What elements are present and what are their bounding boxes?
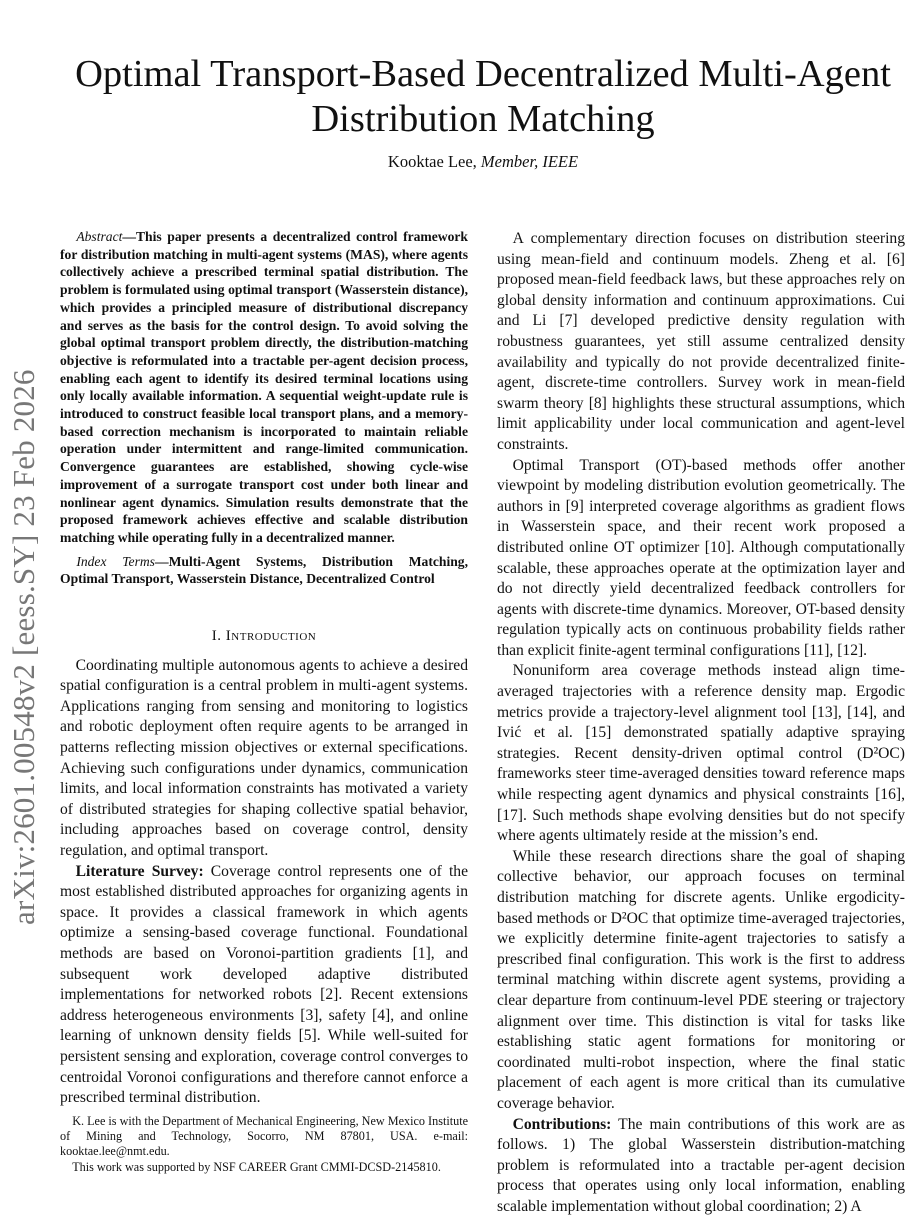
contributions-text: The main contributions of this work are as follows. 1) The global Wasserstein distribution-matching problem is reformulated into a tractable per-agent decision process that operates using only local information, enabling scalable implementation without global coordination; 2) A (497, 1115, 905, 1215)
author-line (60, 152, 906, 172)
literature-survey-label: Literature Survey: (75, 862, 204, 880)
abstract (60, 228, 468, 547)
section-title: Introduction (225, 628, 317, 645)
footnote-funding: This work was supported by NSF CAREER Grant CMMI-DCSD-2145810. (72, 1159, 441, 1174)
literature-survey-text: Coverage control represents one of the most established distributed approaches for organizing agents in space. It provides a classical framework in which agents optimize a sensing-based coverage functional. Foundational methods are based on Voronoi-partition gradients [1], and subsequent work developed adaptive distributed implementations for networked robots [2]. Recent extensions address heterogeneous environments [3], safety [4], and online learning of unknown density fields [5]. While well-suited for persistent sensing and exploration, coverage control converges to centroidal Voronoi configurations and therefore cannot enforce a prescribed terminal distribution. (60, 862, 468, 1107)
contributions-paragraph (497, 1115, 905, 1218)
literature-survey-paragraph (60, 862, 468, 1109)
arxiv-identifier: arXiv:2601.00548v2 [eess.SY] 23 Feb 2026 (6, 369, 41, 925)
paragraph-terminal-matching: While these research directions share the goal of shaping collective behavior, our approach focuses on terminal distribution matching for discrete agents. Unlike ergodicity-based methods or D²OC that optimize time-averaged trajectories, we explicitly determine finite-agent trajectories to satisfy a prescribed final configuration. This work is the first to address terminal matching within discrete agent systems, providing a clear departure from continuum-level PDE steering or trajectory alignment over time. This distinction is vital for tasks like establishing static agent formations for monitoring or coordinated multi-robot inspection, where the final static placement of each agent is more critical than its cumulative coverage behavior. (497, 847, 905, 1112)
author-role: Member, IEEE (480, 152, 579, 171)
abstract-label: Abstract (76, 229, 123, 244)
footnotes (60, 1114, 468, 1175)
index-terms (60, 553, 468, 588)
paragraph-mean-field: A complementary direction focuses on distribution steering using mean-field and continuum models. Zheng et al. [6] proposed mean-field feedback laws, but these approaches rely on global density information and continuum approximations. Cui and Li [7] developed predictive density regulation with robustness guarantees, yet still assume centralized density availability and typically do not provide decentralized finite-agent, discrete-time controllers. Survey work in mean-field swarm theory [8] highlights these structural assumptions, which limit applicability under local communication and agent-level constraints. (497, 230, 905, 453)
index-terms-label: Index Terms (76, 553, 155, 569)
section-number: I. (211, 628, 226, 645)
author-name: Kooktae Lee, (387, 152, 481, 171)
left-column (60, 228, 468, 1109)
intro-paragraph: Coordinating multiple autonomous agents to achieve a desired spatial configuration is a central problem in multi-agent systems. Applications ranging from sensing and monitoring to logistics and robotic deployment often require agents to be arranged in patterns reflecting mission objectives or external specifications. Achieving such configurations under dynamics, communication limits, and local information constraints has motivated a variety of distributed strategies for shaping collective spatial behavior, including approaches based on coverage control, density regulation, and optimal transport. (60, 656, 468, 859)
section-heading (60, 626, 468, 647)
index-terms-text: —Multi-Agent Systems, Distribution Matching, Optimal Transport, Wasserstein Distance, Decentralized Control (60, 553, 468, 587)
footnote-affiliation: K. Lee is with the Department of Mechanical Engineering, New Mexico Institute of Mining and Technology, Socorro, NM 87801, USA. e-mail: kooktae.lee@nmt.edu. (60, 1114, 468, 1159)
right-column (497, 229, 905, 1218)
contributions-label: Contributions: (512, 1115, 612, 1133)
paragraph-nonuniform-coverage: Nonuniform area coverage methods instead align time-averaged trajectories with a reference density map. Ergodic metrics provide a trajectory-level alignment tool [13], [14], and Ivić et al. [15] demonstrated spatially adaptive spraying strategies. Recent density-driven optimal control (D²OC) frameworks steer time-averaged densities toward reference maps while respecting agent dynamics and physical constraints [16], [17]. Such methods shape evolving densities but do not specify where agents ultimately reside at the mission’s end. (497, 662, 905, 845)
paragraph-optimal-transport: Optimal Transport (OT)-based methods offer another viewpoint by modeling distribution evolution geometrically. The authors in [9] interpreted coverage algorithms as gradient flows in Wasserstein space, and their recent work proposed a distributed online OT optimizer [10]. Although computationally scalable, these approaches operate at the optimization layer and do not directly yield decentralized feedback controllers for agents with discrete-time dynamics. Moreover, OT-based density regulation typically acts on continuous probability fields rather than explicit finite-agent terminal configurations [11], [12]. (497, 456, 905, 659)
abstract-text: —This paper presents a decentralized control framework for distribution matching in multi-agent systems (MAS), where agents collectively achieve a prescribed terminal spatial distribution. The problem is formulated using optimal transport (Wasserstein distance), which provides a principled measure of distributional discrepancy and serves as the basis for the control design. To avoid solving the global optimal transport problem directly, the distribution-matching objective is reformulated into a tractable per-agent decision process, enabling each agent to identify its desired terminal locations using only locally available information. A sequential weight-update rule is introduced to construct feasible local transport plans, and a memory-based correction mechanism is incorporated to maintain reliable operation under intermittent and range-limited communication. Convergence guarantees are established, showing cycle-wise improvement of a surrogate transport cost under both linear and nonlinear agent dynamics. Simulation results demonstrate that the proposed framework achieves effective and scalable distribution matching while operating fully in a decentralized manner. (60, 229, 468, 545)
paper-title: Optimal Transport-Based Decentralized Multi-Agent Distribution Matching (75, 53, 891, 140)
